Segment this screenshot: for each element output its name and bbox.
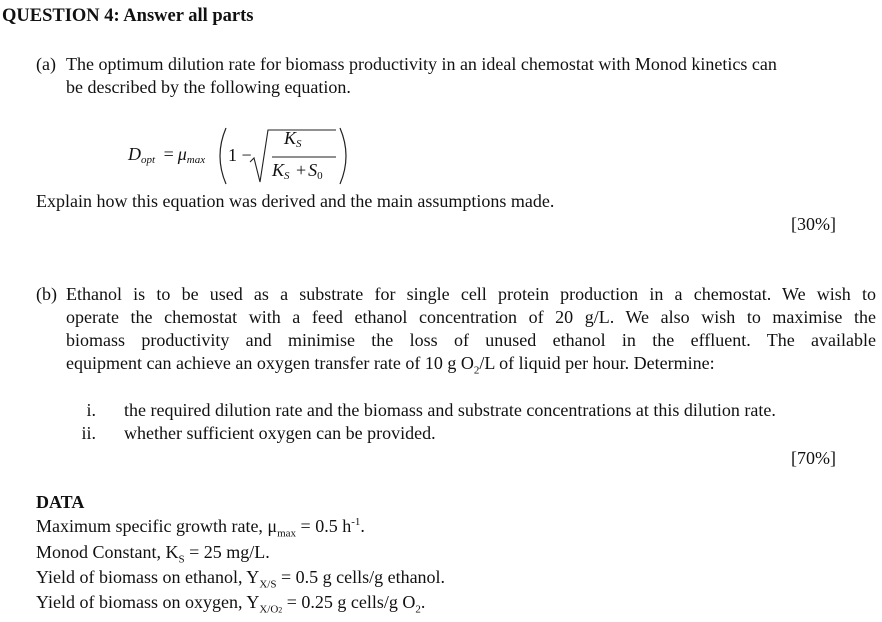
eq-den-s: S	[308, 160, 318, 180]
part-a-text-line2: be described by the following equation.	[66, 77, 351, 97]
part-b-line4-sub: 2	[473, 364, 480, 377]
eq-lhs: D	[128, 144, 141, 164]
data-l4-end: .	[420, 592, 426, 612]
equation	[128, 144, 205, 166]
data-l1-value: = 0.5 h	[296, 516, 352, 536]
data-l1-sup: -1	[351, 516, 361, 528]
data-l2-sub: S	[178, 553, 185, 566]
data-heading: DATA	[36, 492, 85, 512]
data-line-monod	[36, 542, 270, 566]
eq-den-s-sub: 0	[317, 170, 323, 182]
data-l4-sub3: 2	[415, 603, 421, 616]
part-b-line1: Ethanol is to be used as a substrate for single cell protein production in a chemostat. We wish to	[66, 284, 876, 304]
part-b-line4-a: equipment can achieve an oxygen transfer rate of 10 g O	[66, 353, 474, 373]
part-a-label: (a)	[36, 54, 56, 74]
data-l3-text: Yield of biomass on ethanol, Y	[36, 567, 260, 587]
eq-mu-sub: max	[186, 154, 206, 166]
list-item-text: whether sufficient oxygen can be provided.	[124, 423, 436, 443]
eq-den-k-sub: S	[284, 170, 290, 182]
eq-numerator	[284, 128, 302, 150]
eq-mu: μ	[177, 144, 187, 164]
list-item-num: i.	[86, 400, 96, 420]
data-l1-text: Maximum specific growth rate, μ	[36, 516, 278, 536]
data-l3-sub: X/S	[259, 578, 277, 591]
data-l4-sub2: 2	[278, 605, 283, 615]
part-b-label: (b)	[36, 284, 57, 304]
part-b-marks: [70%]	[791, 448, 836, 468]
eq-lhs-sub: opt	[141, 154, 156, 166]
part-b-line2: operate the chemostat with a feed ethanol concentration of 20 g/L. We also wish to maximise the	[66, 307, 876, 327]
eq-equals: =	[163, 144, 174, 164]
eq-denominator	[272, 160, 323, 182]
data-l2-value: = 25 mg/L.	[184, 542, 270, 562]
eq-num-k-sub: S	[296, 138, 302, 150]
data-line-yield-oxygen	[36, 592, 425, 616]
data-l1-end: .	[360, 516, 365, 536]
part-b-line4-b: /L of liquid per hour. Determine:	[479, 353, 715, 373]
data-line-growth-rate	[36, 516, 365, 540]
data-line-yield-ethanol	[36, 567, 445, 591]
list-item-num: ii.	[81, 423, 96, 443]
eq-plus: +	[296, 160, 307, 180]
part-a-marks: [30%]	[791, 214, 836, 234]
question-title: QUESTION 4: Answer all parts	[2, 6, 254, 26]
eq-den-k: K	[272, 160, 285, 180]
part-a-explain: Explain how this equation was derived and the main assumptions made.	[36, 191, 555, 211]
part-a-text-line1: The optimum dilution rate for biomass productivity in an ideal chemostat with Monod kinetics can	[66, 54, 777, 74]
part-b-line3: biomass productivity and minimise the loss of unused ethanol in the effluent. The available	[66, 330, 876, 350]
part-b-line4	[66, 353, 715, 377]
data-l4-text: Yield of biomass on oxygen, Y	[36, 592, 260, 612]
data-l4-sub: X/O	[259, 603, 279, 616]
data-l3-value: = 0.5 g cells/g ethanol.	[276, 567, 446, 587]
eq-one-minus: 1 −	[228, 145, 252, 165]
eq-num-k: K	[284, 128, 297, 148]
data-l4-value: = 0.25 g cells/g O	[282, 592, 416, 612]
data-l2-text: Monod Constant, K	[36, 542, 179, 562]
data-l1-sub: max	[277, 527, 297, 540]
list-item-text: the required dilution rate and the biomass and substrate concentrations at this dilution rate.	[124, 400, 776, 420]
